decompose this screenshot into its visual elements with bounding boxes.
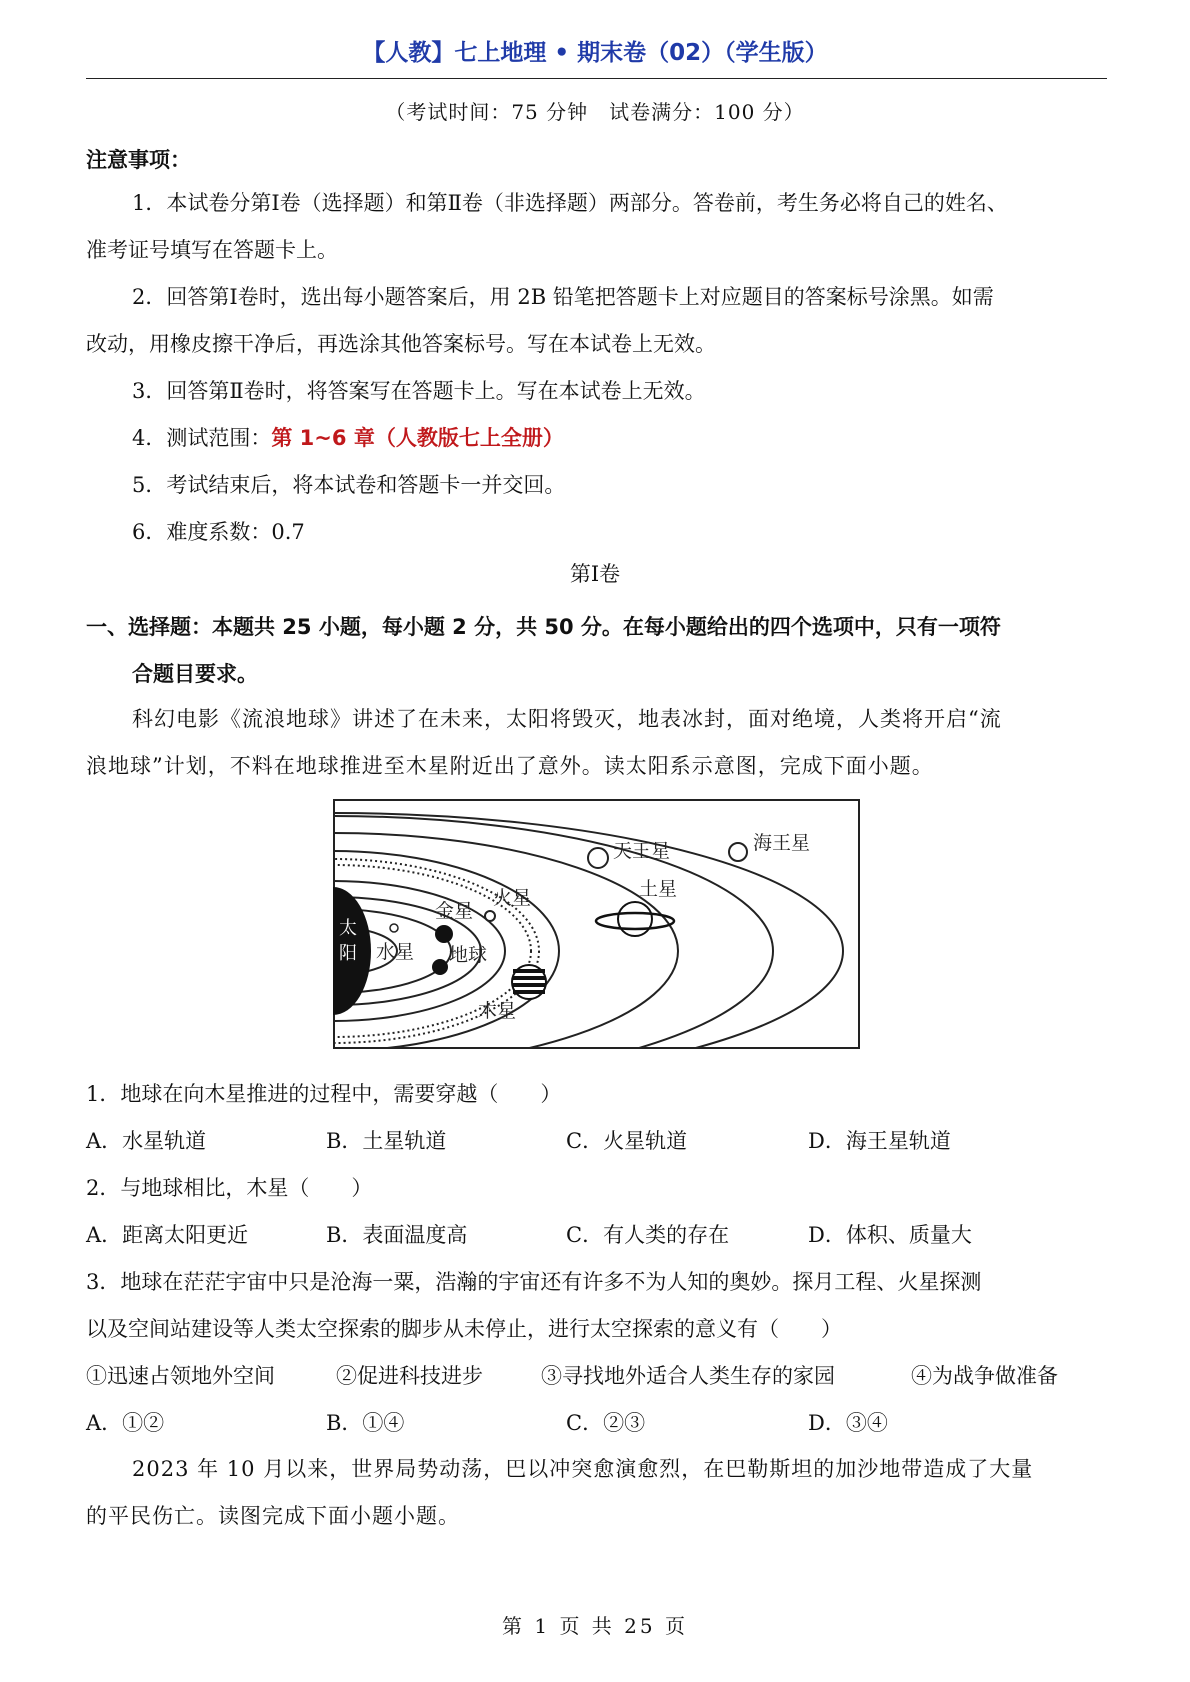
question-1-stem: 1．地球在向木星推进的过程中，需要穿越（ ） <box>86 1082 562 1106</box>
mercury <box>390 924 398 932</box>
question-3-statement-2: ②促进科技进步 <box>336 1364 483 1388</box>
notice-item-1-line-1: 1．本试卷分第Ⅰ卷（选择题）和第Ⅱ卷（非选择题）两部分。答卷前，考生务必将自己的姓名、 <box>132 191 1008 215</box>
section-heading-line-1: 一、选择题：本题共 25 小题，每小题 2 分，共 50 分。在每小题给出的四个选项中，只有一项符 <box>86 615 1001 639</box>
earth <box>432 959 448 975</box>
notice-item-3: 3．回答第Ⅱ卷时，将答案写在答题卡上。写在本试卷上无效。 <box>132 379 706 403</box>
question-3-statement-4: ④为战争做准备 <box>911 1364 1058 1388</box>
passage-2 <box>86 1446 1107 1540</box>
notice-item-4 <box>132 415 564 462</box>
earth-label: 地球 <box>449 944 488 966</box>
question-2-option-a[interactable]: A．距离太阳更近 <box>86 1223 249 1247</box>
saturn-label: 土星 <box>639 878 678 900</box>
document-title: 【人教】七上地理 • 期末卷（02）（学生版） <box>362 40 828 66</box>
mars <box>485 911 495 921</box>
solar-system-diagram <box>333 799 860 1049</box>
passage-1 <box>86 696 1107 790</box>
notice-item-2-line-2: 改动，用橡皮擦干净后，再选涂其他答案标号。写在本试卷上无效。 <box>86 332 716 356</box>
jupiter <box>512 965 546 999</box>
question-3-statement-1: ①迅速占领地外空间 <box>86 1364 275 1388</box>
volume-title: 第Ⅰ卷 <box>569 562 621 586</box>
passage-1-line-2: 浪地球”计划，不料在地球推进至木星附近出了意外。读太阳系示意图，完成下面小题。 <box>86 754 934 778</box>
exam-info: （考试时间：75 分钟 试卷满分：100 分） <box>385 100 805 124</box>
question-2-option-d[interactable]: D．体积、质量大 <box>808 1223 972 1247</box>
question-2-option-c[interactable]: C．有人类的存在 <box>566 1223 730 1247</box>
uranus <box>588 848 608 868</box>
venus-label: 金星 <box>435 900 474 922</box>
mars-label: 火星 <box>493 887 532 909</box>
notice-heading: 注意事项： <box>86 148 191 172</box>
question-3-option-b[interactable]: B．①④ <box>326 1411 405 1435</box>
question-3-stem-line-2: 以及空间站建设等人类太空探索的脚步从未停止，进行太空探索的意义有（ ） <box>86 1317 842 1341</box>
solar-system-figure <box>333 799 860 1049</box>
question-3-option-a[interactable]: A．①② <box>86 1411 165 1435</box>
question-3-statement-3: ③寻找地外适合人类生存的家园 <box>541 1364 835 1388</box>
question-1-option-a[interactable]: A．水星轨道 <box>86 1129 207 1153</box>
passage-2-line-2: 的平民伤亡。读图完成下面小题小题。 <box>86 1504 460 1528</box>
question-3-stem-line-1: 3．地球在茫茫宇宙中只是沧海一粟，浩瀚的宇宙还有许多不为人知的奥妙。探月工程、火星探测 <box>86 1270 982 1294</box>
section-heading-line-2: 合题目要求。 <box>132 662 258 686</box>
header-divider <box>86 78 1107 79</box>
question-1-option-b[interactable]: B．土星轨道 <box>326 1129 447 1153</box>
question-3-option-d[interactable]: D．③④ <box>808 1411 888 1435</box>
mercury-label: 水星 <box>376 941 415 963</box>
neptune <box>729 843 747 861</box>
notice-item-4-prefix: 4．测试范围： <box>132 426 272 450</box>
notice-item-5: 5．考试结束后，将本试卷和答题卡一并交回。 <box>132 473 566 497</box>
notice-item-6: 6．难度系数：0.7 <box>132 520 305 544</box>
notice-item-2 <box>86 274 1107 368</box>
notice-item-2-line-1: 2．回答第Ⅰ卷时，选出每小题答案后，用 2B 铅笔把答题卡上对应题目的答案标号涂黑。如需 <box>132 285 994 309</box>
question-2-stem: 2．与地球相比，木星（ ） <box>86 1176 373 1200</box>
section-heading <box>86 604 1107 698</box>
notice-item-1-line-2: 准考证号填写在答题卡上。 <box>86 238 338 262</box>
question-3-option-c[interactable]: C．②③ <box>566 1411 646 1435</box>
notice-item-1 <box>86 180 1107 274</box>
venus <box>435 925 453 943</box>
uranus-label: 天王星 <box>613 840 671 862</box>
sun-label-1: 太 <box>339 918 357 939</box>
passage-1-line-1: 科幻电影《流浪地球》讲述了在未来，太阳将毁灭，地表冰封，面对绝境，人类将开启“流 <box>132 707 1002 731</box>
test-scope: 第 1~6 章（人教版七上全册） <box>271 426 564 450</box>
jupiter-label: 木星 <box>478 1000 517 1022</box>
question-1-option-d[interactable]: D．海王星轨道 <box>808 1129 951 1153</box>
question-2-option-b[interactable]: B．表面温度高 <box>326 1223 468 1247</box>
sun-label-2: 阳 <box>339 943 357 964</box>
passage-2-line-1: 2023 年 10 月以来，世界局势动荡，巴以冲突愈演愈烈，在巴勒斯坦的加沙地带造成了大量 <box>132 1457 1034 1481</box>
neptune-label: 海王星 <box>753 832 811 854</box>
page-number: 第 1 页 共 25 页 <box>502 1614 688 1638</box>
question-1-option-c[interactable]: C．火星轨道 <box>566 1129 688 1153</box>
